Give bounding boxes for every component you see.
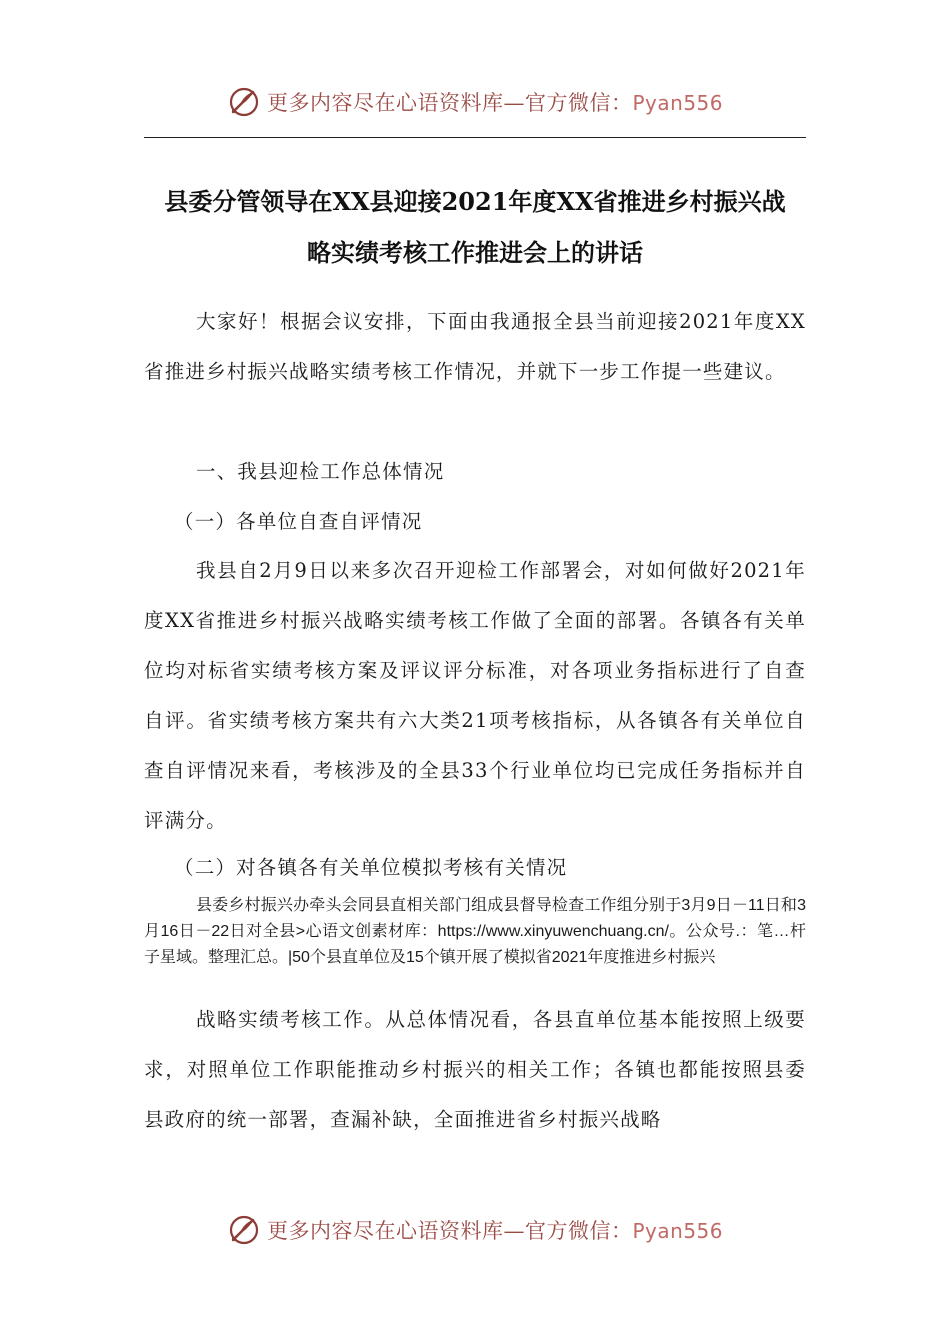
header-banner [0, 82, 950, 122]
title-line-2: 略实绩考核工作推进会上的讲话 [307, 238, 643, 267]
paragraph-self-assessment: 我县自2月9日以来多次召开迎检工作部署会，对如何做好2021年度XX省推进乡村振兴战略实绩考核工作做了全面的部署。各镇各有关单位均对标省实绩考核方案及评议评分标准，对各项业务指标进行了自查自评。省实绩考核方案共有六大类21项考核指标，从各镇各有关单位自查自评情况来看，考核涉及的全县33个行业单位均已完成任务指标并自评满分。 [144, 559, 806, 832]
header-divider [144, 137, 806, 138]
quill-logo-icon [227, 85, 261, 119]
footer-contact-label: 官方微信： [524, 1219, 633, 1243]
subsection-heading-1: （一）各单位自查自评情况 [174, 510, 423, 533]
footer-contact-handle: Pyan556 [632, 1219, 723, 1243]
title-line-1: 县委分管领导在XX县迎接2021年度XX省推进乡村振兴战 [164, 187, 786, 216]
header-separator: — [503, 91, 525, 115]
footer-banner [0, 1210, 950, 1250]
paragraph-simulation-check: 县委乡村振兴办牵头会同县直相关部门组成县督导检查工作组分别于3月9日－11日和3月16日－22日对全县>心语文创素材库：https://www.xinyuwenchuang.cn/。公众号.：笔…杆子星域。整理汇总。|50个县直单位及15个镇开展了模拟省2021年度推进乡村振兴 [144, 897, 806, 966]
header-banner-text [267, 87, 723, 117]
header-contact-handle: Pyan556 [632, 91, 723, 115]
document-title [144, 176, 806, 278]
paragraph-intro: 大家好！根据会议安排，下面由我通报全县当前迎接2021年度XX省推进乡村振兴战略实绩考核工作情况，并就下一步工作提一些建议。 [144, 310, 806, 383]
header-contact-label: 官方微信： [524, 91, 633, 115]
footer-banner-title: 更多内容尽在心语资料库 [266, 1219, 504, 1243]
quill-logo-icon [227, 1213, 261, 1247]
paragraph-overall-situation: 战略实绩考核工作。从总体情况看，各县直单位基本能按照上级要求，对照单位工作职能推动乡村振兴的相关工作；各镇也都能按照县委县政府的统一部署，查漏补缺，全面推进省乡村振兴战略 [144, 1008, 806, 1131]
footer-separator: — [503, 1219, 525, 1243]
footer-banner-text [267, 1215, 723, 1245]
section-heading-1: 一、我县迎检工作总体情况 [196, 460, 445, 483]
subsection-heading-2: （二）对各镇各有关单位模拟考核有关情况 [174, 856, 568, 879]
header-banner-title: 更多内容尽在心语资料库 [266, 91, 504, 115]
